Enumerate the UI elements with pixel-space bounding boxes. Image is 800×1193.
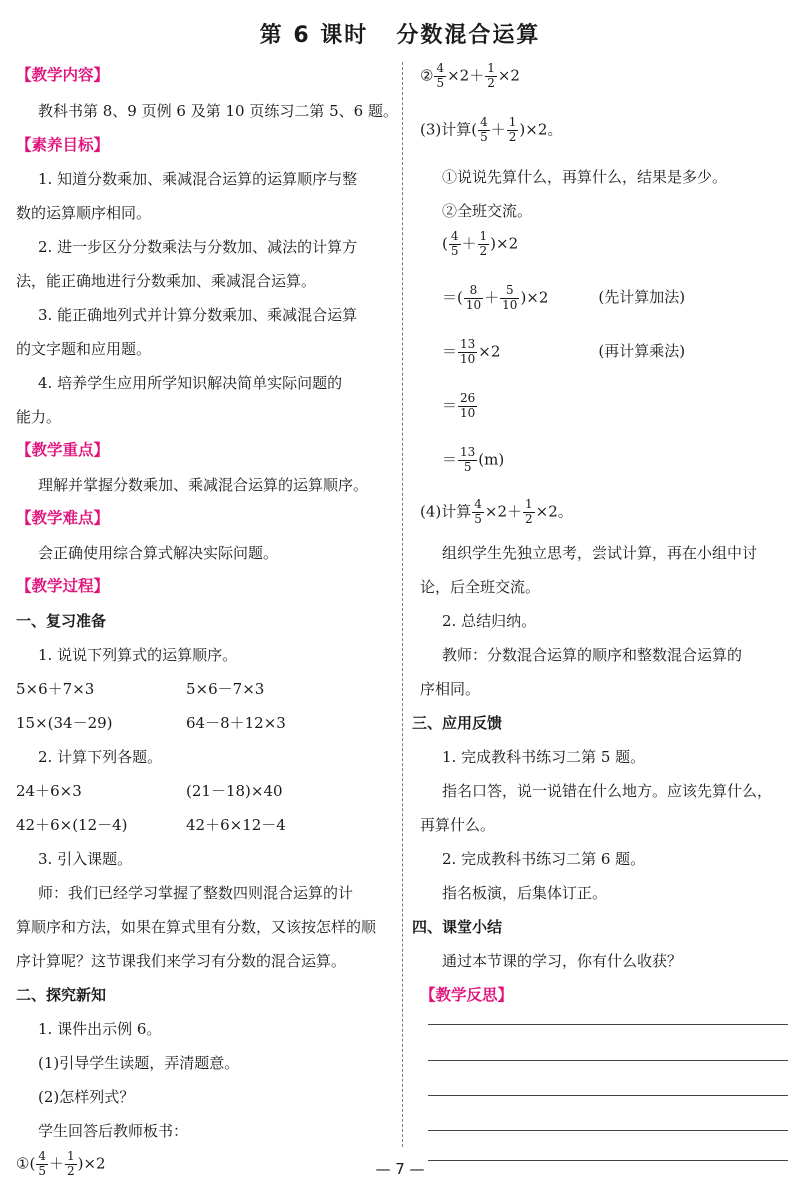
calc-note: (先计算加法)	[598, 288, 686, 307]
teacher-text-2: 算顺序和方法，如果在算式里有分数，又该按怎样的顺	[16, 918, 377, 936]
review-item-2: 2. 计算下列各题。	[38, 748, 163, 766]
goal-1a: 1. 知道分数乘加、乘减混合运算的运算顺序与整	[38, 170, 358, 188]
feedback-4: 2. 完成教科书练习二第 6 题。	[442, 850, 646, 868]
expression: 24＋6×3	[16, 782, 82, 800]
goal-3b: 的文字题和应用题。	[16, 340, 152, 358]
page-number: — 7 —	[375, 1160, 425, 1178]
goal-2a: 2. 进一步区分分数乘法与分数加、减法的计算方	[38, 238, 358, 256]
calc-line-2: ＝( $\frac{8}{10}$ ＋ $\frac{5}{10}$ )×2 (先计算加法)	[442, 283, 686, 312]
formula-2: ② $\frac{4}{5}$ ×2＋ $\frac{1}{2}$ ×2	[420, 61, 520, 90]
section-goals: 【素养目标】	[16, 136, 110, 154]
expression: 5×6－7×3	[186, 680, 265, 698]
teacher-text-3: 序计算呢？这节课我们来学习有分数的混合运算。	[16, 952, 347, 970]
expression-row	[16, 716, 286, 731]
goal-4a: 4. 培养学生应用所学知识解决简单实际问题的	[38, 374, 343, 392]
step-a8: 2. 总结归纳。	[442, 612, 537, 630]
fraction: $\frac{4}{5}$	[38, 1149, 46, 1178]
column-divider	[402, 62, 403, 1147]
calc-line-3: ＝ $\frac{13}{10}$ ×2 (再计算乘法)	[442, 337, 686, 366]
explore-item-2: (1)引导学生读题，弄清题意。	[38, 1054, 240, 1072]
fraction: $\frac{4}{5}$	[450, 229, 459, 258]
expression-row	[16, 818, 286, 833]
expression: 42＋6×12－4	[186, 816, 286, 834]
feedback-1: 1. 完成教科书练习二第 5 题。	[442, 748, 646, 766]
step-a4: ②全班交流。	[442, 202, 533, 220]
expression-row	[16, 784, 283, 799]
calc-4: (4)计算 $\frac{4}{5}$ ×2＋ $\frac{1}{2}$ ×2。	[420, 497, 573, 526]
step-a6: 组织学生先独立思考，尝试计算，再在小组中讨	[442, 544, 758, 562]
heading-review: 一、复习准备	[16, 612, 107, 630]
key-points-text: 理解并掌握分数乘加、乘减混合运算的运算顺序。	[38, 476, 369, 494]
expression: 15×(34－29)	[16, 714, 113, 732]
fraction: $\frac{26}{10}$	[460, 391, 476, 420]
goal-2b: 法，能正确地进行分数乘加、乘减混合运算。	[16, 272, 317, 290]
feedback-5: 指名板演，后集体订正。	[442, 884, 608, 902]
step-a9: 教师：分数混合运算的顺序和整数混合运算的	[442, 646, 743, 664]
expression: 64－8＋12×3	[186, 714, 286, 732]
feedback-2: 指名口答，说一说错在什么地方。应该先算什么，	[442, 782, 773, 800]
expression: (21－18)×40	[186, 782, 283, 800]
goal-3a: 3. 能正确地列式并计算分数乘加、乘减混合运算	[38, 306, 358, 324]
expression: 5×6＋7×3	[16, 680, 95, 698]
formula-1: ①( $\frac{4}{5}$ ＋ $\frac{1}{2}$ )×2	[16, 1149, 106, 1178]
heading-feedback: 三、应用反馈	[412, 714, 503, 732]
fraction: $\frac{8}{10}$	[465, 283, 482, 312]
section-teaching-content: 【教学内容】	[16, 66, 110, 84]
calc-line-4: ＝ $\frac{26}{10}$	[442, 391, 476, 420]
writing-line	[428, 1024, 788, 1025]
fraction: $\frac{4}{5}$	[480, 115, 488, 144]
writing-line	[428, 1095, 788, 1096]
fraction: $\frac{5}{10}$	[502, 283, 518, 312]
explore-item-1: 1. 课件出示例 6。	[38, 1020, 162, 1038]
heading-summary: 四、课堂小结	[412, 918, 503, 936]
fraction: $\frac{4}{5}$	[436, 61, 445, 90]
calc-line-1: ( $\frac{4}{5}$ ＋ $\frac{1}{2}$ )×2	[442, 229, 519, 258]
teaching-content-text: 教科书第 8、9 页例 6 及第 10 页练习二第 5、6 题。	[38, 102, 398, 120]
step-a7: 论，后全班交流。	[420, 578, 541, 596]
fraction: $\frac{4}{5}$	[474, 497, 482, 526]
step-a3: ①说说先算什么，再算什么，结果是多少。	[442, 168, 728, 186]
fraction: $\frac{1}{2}$	[525, 497, 533, 526]
expression-row	[16, 682, 264, 697]
teacher-text-1: 师：我们已经学习掌握了整数四则混合运算的计	[38, 884, 354, 902]
section-process: 【教学过程】	[16, 577, 110, 595]
fraction: $\frac{1}{2}$	[66, 1149, 75, 1178]
writing-line	[428, 1060, 788, 1061]
fraction: $\frac{13}{5}$	[460, 445, 476, 474]
review-item-3: 3. 引入课题。	[38, 850, 133, 868]
summary-text: 通过本节课的学习，你有什么收获？	[442, 952, 683, 970]
calc-note: (再计算乘法)	[598, 342, 686, 361]
section-key-points: 【教学重点】	[16, 441, 110, 459]
feedback-3: 再算什么。	[420, 816, 496, 834]
step-a10: 序相同。	[420, 680, 481, 698]
fraction: $\frac{1}{2}$	[479, 229, 488, 258]
difficulties-text: 会正确使用综合算式解决实际问题。	[38, 544, 279, 562]
explore-item-3: (2)怎样列式？	[38, 1088, 135, 1106]
fraction: $\frac{13}{10}$	[460, 337, 476, 366]
goal-4b: 能力。	[16, 408, 62, 426]
writing-line	[428, 1130, 788, 1131]
lesson-label: 第 6 课时	[259, 23, 369, 48]
fraction: $\frac{1}{2}$	[508, 115, 517, 144]
lesson-topic: 分数混合运算	[396, 23, 541, 48]
section-difficulties: 【教学难点】	[16, 509, 110, 527]
explore-item-4: 学生回答后教师板书：	[38, 1122, 189, 1140]
expression: 42＋6×(12－4)	[16, 816, 128, 834]
fraction: $\frac{1}{2}$	[487, 61, 495, 90]
heading-explore: 二、探究新知	[16, 986, 107, 1004]
page-title	[0, 18, 800, 49]
calc-3: (3)计算( $\frac{4}{5}$ ＋ $\frac{1}{2}$ )×2。	[420, 115, 563, 144]
calc-line-5: ＝ $\frac{13}{5}$ (m)	[442, 445, 505, 474]
goal-1b: 数的运算顺序相同。	[16, 204, 152, 222]
review-item-1: 1. 说说下列算式的运算顺序。	[38, 646, 238, 664]
section-reflection: 【教学反思】	[420, 986, 514, 1004]
